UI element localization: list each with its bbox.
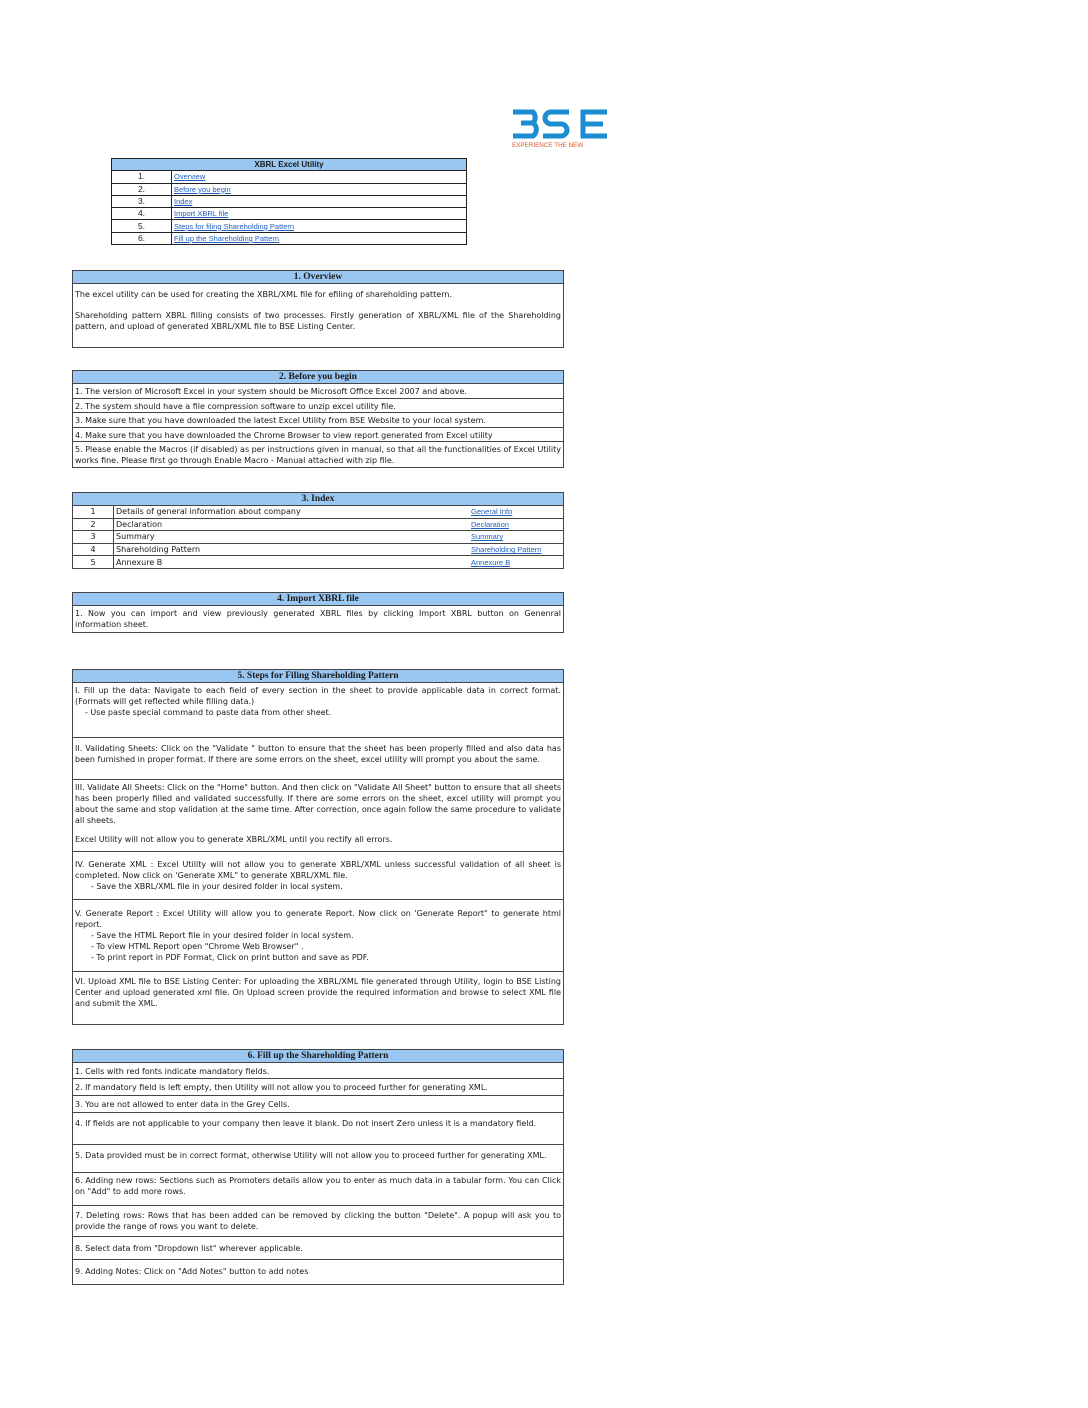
index-table: [73, 506, 563, 568]
section-title: 5. Steps for Filing Shareholding Pattern: [73, 670, 563, 683]
import-xbrl-section: [72, 592, 564, 633]
overview-text-2: Shareholding pattern XBRL filling consists of two processes. Firstly generation of XBRL/XML file of the Shareholding pattern, and upload of generated XBRL/XML file to BSE Listing Center.: [75, 311, 561, 331]
index-link-summary[interactable]: Summary: [471, 532, 504, 542]
step-3: III. Validate All Sheets: Click on the "Home" button. And then click on "Validate All Sheet" button to ensure that all sheets has been properly filled and validated successfully. If there are some errors on the sheet, excel utility will prompt you about the same and stop validation at the same time. After correction, once again follow the same procedure to validate all sheets. Excel Utility will not allow you to generate XBRL/XML until you rectify all errors.: [73, 780, 563, 852]
toc-row: 1. Overview: [112, 171, 467, 183]
section-title: 1. Overview: [73, 271, 563, 284]
table-row: 3 Summary Summary: [73, 531, 563, 544]
toc-link-steps[interactable]: Steps for filing Shareholding Pattern: [174, 221, 295, 231]
table-row: 1 Details of general information about company General Info: [73, 506, 563, 518]
toc-row: 4. Import XBRL file: [112, 208, 467, 220]
list-item: 3. Make sure that you have downloaded the latest Excel Utility from BSE Website to your local system.: [73, 413, 563, 428]
steps-section: [72, 669, 564, 1025]
toc-link-import-xbrl[interactable]: Import XBRL file: [174, 209, 229, 219]
list-item: 1. Cells with red fonts indicate mandatory fields.: [73, 1063, 563, 1079]
overview-text-1: The excel utility can be used for creating the XBRL/XML file for efiling of shareholding pattern.: [75, 290, 452, 299]
step-2: II. Validating Sheets: Click on the "Validate " button to ensure that the sheet has been properly filled and also data has been furnished in proper format. If there are some errors on the sheet, excel utility will prompt you about the same.: [73, 738, 563, 780]
list-item: 5. Please enable the Macros (if disabled) as per instructions given in manual, so that all the functionalities of Excel Utility works fine. Please first go through Enable Macro - Manual attached with zip file.: [75, 445, 561, 465]
toc-row: 5. Steps for filing Shareholding Pattern: [112, 220, 467, 232]
toc-title: XBRL Excel Utility: [112, 159, 467, 171]
list-item: 7. Deleting rows: Rows that has been added can be removed by clicking the button "Delete". A popup will ask you to provide the range of rows you want to delete.: [73, 1206, 563, 1237]
step-5: V. Generate Report : Excel Utility will allow you to generate Report. Now click on 'Generate Report" to generate html report. - Save the HTML Report file in your desired folder in local system. - To view HTML Report open "Chrome Web Browser" . - To print report in PDF Format, Click on print button and save as PDF.: [73, 900, 563, 972]
table-row: 4 Shareholding Pattern Shareholding Pattern: [73, 543, 563, 556]
toc-row: 3. Index: [112, 195, 467, 207]
toc-link-overview[interactable]: Overview: [174, 172, 206, 182]
list-item: 8. Select data from "Dropdown list" wherever applicable.: [73, 1237, 563, 1260]
index-link-shareholding-pattern[interactable]: Shareholding Pattern: [471, 545, 542, 555]
section-title: 6. Fill up the Shareholding Pattern: [73, 1050, 563, 1063]
table-row: 2 Declaration Declaration: [73, 518, 563, 531]
step-4: IV. Generate XML : Excel Utility will not allow you to generate XBRL/XML unless successful validation of all sheet is completed. Now click on 'Generate XML" to generate XBRL/XML file. - Save the XBRL/XML file in your desired folder in local system.: [73, 852, 563, 900]
step-1: I. Fill up the data: Navigate to each field of every section in the sheet to provide applicable data in correct format. (Formats will get reflected while filling data.) - Use paste special command to paste data from other sheet.: [73, 683, 563, 738]
list-item: 4. Make sure that you have downloaded the Chrome Browser to view report generated from Excel utility: [73, 428, 563, 442]
index-link-general-info[interactable]: General Info: [471, 507, 513, 517]
toc-link-fill-up[interactable]: Fill up the Shareholding Pattern: [174, 233, 280, 243]
toc-table: [111, 158, 467, 245]
section-title: 3. Index: [73, 493, 563, 506]
table-row: 5 Annexure B Annexure B: [73, 556, 563, 568]
list-item: 6. Adding new rows: Sections such as Promoters details allow you to enter as much data in a tabular form. You can Click on "Add" to add more rows.: [73, 1173, 563, 1206]
import-text: 1. Now you can import and view previously generated XBRL files by clicking Import XBRL button on Genenral information sheet.: [75, 609, 561, 629]
fill-up-section: [72, 1049, 564, 1285]
svg-text:EXPERIENCE THE NEW: EXPERIENCE THE NEW: [512, 142, 584, 149]
list-item: 1. The version of Microsoft Excel in your system should be Microsoft Office Excel 2007 and above.: [73, 384, 563, 399]
list-item: 5. Data provided must be in correct format, otherwise Utility will not allow you to proceed further for generating XML.: [73, 1145, 563, 1173]
list-item: 9. Adding Notes: Click on "Add Notes" button to add notes: [75, 1267, 309, 1276]
list-item: 4. If fields are not applicable to your company then leave it blank. Do not insert Zero unless it is a mandatory field.: [73, 1113, 563, 1145]
list-item: 3. You are not allowed to enter data in the Grey Cells.: [73, 1096, 563, 1113]
index-link-declaration[interactable]: Declaration: [471, 519, 509, 529]
toc-row: 6. Fill up the Shareholding Pattern: [112, 232, 467, 244]
list-item: 2. If mandatory field is left empty, then Utility will not allow you to proceed further for generating XML.: [73, 1079, 563, 1096]
toc-link-before-you-begin[interactable]: Before you begin: [174, 184, 231, 194]
index-link-annexure-b[interactable]: Annexure B: [471, 557, 511, 567]
section-title: 4. Import XBRL file: [73, 593, 563, 606]
toc-row: 2. Before you begin: [112, 183, 467, 195]
bse-logo: [511, 106, 609, 152]
index-section: [72, 492, 564, 569]
step-6: VI. Upload XML file to BSE Listing Center: For uploading the XBRL/XML file generated through Utility, login to BSE Listing Center and upload generated xml file. On Upload screen provide the required information and browse to select XML file and submit the XML.: [75, 977, 561, 1008]
toc-link-index[interactable]: Index: [174, 197, 193, 207]
before-you-begin-section: [72, 370, 564, 468]
list-item: 2. The system should have a file compression software to unzip excel utility file.: [73, 399, 563, 413]
overview-section: [72, 270, 564, 348]
section-title: 2. Before you begin: [73, 371, 563, 384]
